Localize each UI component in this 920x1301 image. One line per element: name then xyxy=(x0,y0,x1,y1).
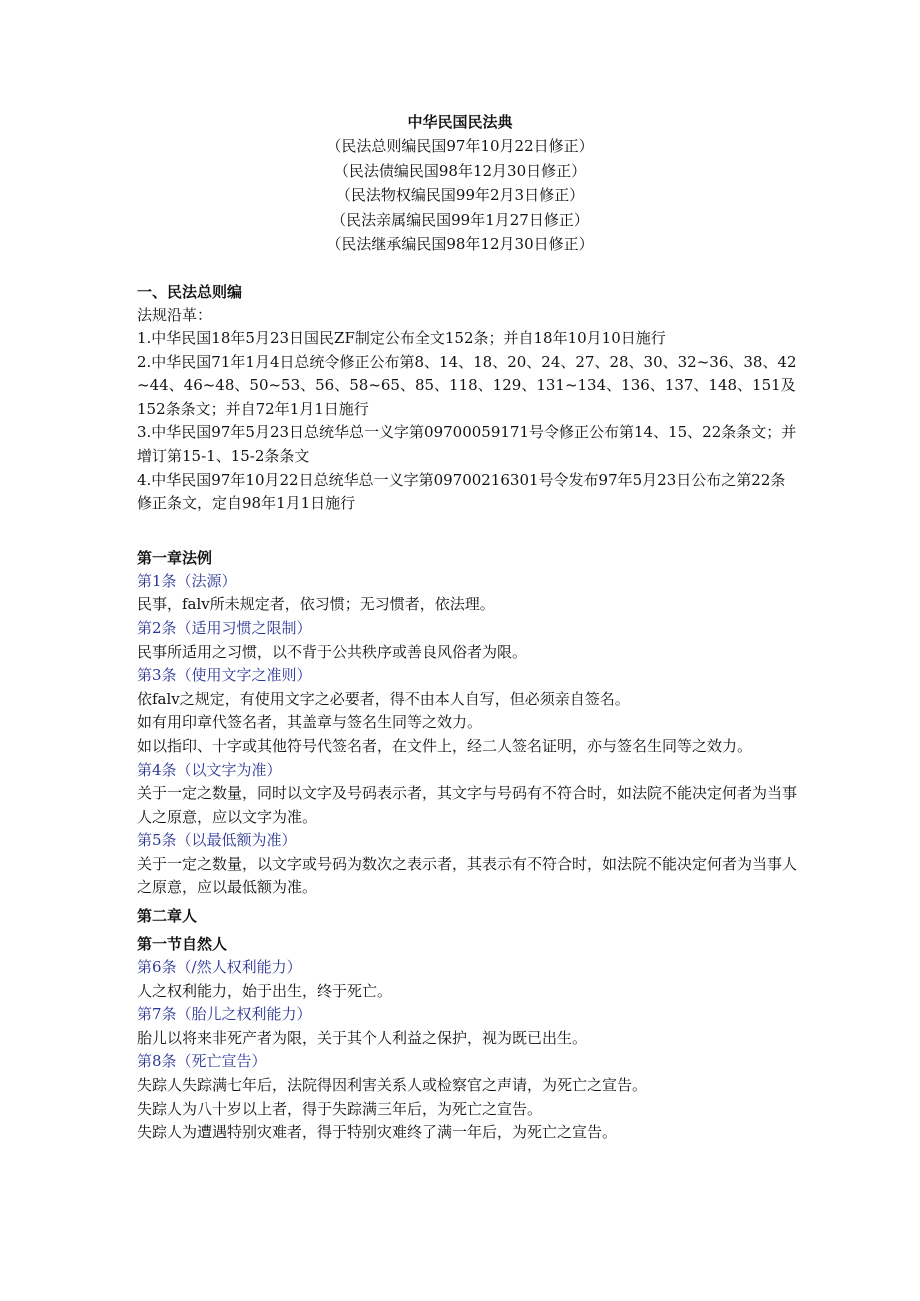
article-text: 人之权利能力，始于出生，终于死亡。 xyxy=(137,981,393,1000)
article-title: 第7条（胎儿之权利能力） xyxy=(137,1005,312,1024)
article-title: 第8条（死亡宣告） xyxy=(137,1052,267,1071)
article-title: 第5条（以最低额为准） xyxy=(137,831,297,850)
chapter-heading: 第一章法例 xyxy=(137,548,213,567)
article-text: 民事所适用之习惯，以不背于公共秩序或善良风俗者为限。 xyxy=(137,642,528,661)
article-text: 如有用印章代签名者，其盖章与签名生同等之效力。 xyxy=(137,713,483,732)
article-title: 第2条（适用习惯之限制） xyxy=(137,618,312,637)
article-text: 失踪人为遭遇特别灾难者，得于特别灾难终了满一年后，为死亡之宣告。 xyxy=(137,1123,618,1142)
history-item: 4.中华民国97年10月22日总统华总一义字第09700216301号令发布97年5月23日公布之第22条修正条文，定自98年1月1日施行 xyxy=(137,470,786,513)
revision-family: （民法亲属编民国99年1月27日修正） xyxy=(331,210,589,229)
article-text: 如以指印、十字或其他符号代签名者，在文件上，经二人签名证明，亦与签名生同等之效力。 xyxy=(137,736,753,755)
section-heading: 第一节自然人 xyxy=(137,935,228,954)
revision-property: （民法物权编民国99年2月3日修正） xyxy=(335,186,585,204)
document-header xyxy=(0,110,920,257)
article-text: 失踪人失踪满七年后，法院得因利害关系人或检察官之声请，为死亡之宣告。 xyxy=(137,1076,648,1095)
article-title: 第4条（以文字为准） xyxy=(137,760,282,779)
article-text: 依falv之规定，有使用文字之必要者，得不由本人自写，但必须亲自签名。 xyxy=(137,689,630,708)
history-item: 1.中华民国18年5月23日国民ZF制定公布全文152条；并自18年10月10日施行 xyxy=(137,329,666,347)
article-text: 胎儿以将来非死产者为限，关于其个人利益之保护，视为既已出生。 xyxy=(137,1028,588,1047)
article-text: 失踪人为八十岁以上者，得于失踪满三年后，为死亡之宣告。 xyxy=(137,1099,543,1118)
document-body xyxy=(137,280,797,1145)
history-label: 法规沿革： xyxy=(137,306,213,324)
revision-obligations: （民法债编民国98年12月30日修正） xyxy=(333,161,587,180)
article-title: 第3条（使用文字之准则） xyxy=(137,666,312,685)
revision-general: （民法总则编民国97年10月22日修正） xyxy=(326,137,594,155)
history-item: 3.中华民国97年5月23日总统华总一义字第09700059171号令修正公布第14、15、22条条文；并增订第15-1、15-2条条文 xyxy=(137,423,797,465)
article-text: 关于一定之数量，以文字或号码为数次之表示者，其表示有不符合时，如法院不能决定何者为当事人之原意，应以最低额为准。 xyxy=(137,854,798,897)
article-title: 第1条（法源） xyxy=(137,571,237,590)
article-title: 第6条（/然人权利能力） xyxy=(137,958,302,977)
revision-succession: （民法继承编民国98年12月30日修正） xyxy=(326,235,594,253)
article-text: 民事，falv所未规定者，依习惯；无习惯者，依法理。 xyxy=(137,595,495,614)
history-item: 2.中华民国71年1月4日总统令修正公布第8、14、18、20、24、27、28、30、32~36、38、42~44、46~48、50~53、56、58~65、85、118、129、131~134、136、137、148、151及152条条文；并自72年1月1日施行 xyxy=(137,352,797,418)
article-text: 关于一定之数量，同时以文字及号码表示者，其文字与号码有不符合时，如法院不能决定何者为当事人之原意，应以文字为准。 xyxy=(137,784,798,826)
document-title: 中华民国民法典 xyxy=(407,113,513,131)
part-heading: 一、民法总则编 xyxy=(137,283,243,301)
chapter-heading: 第二章人 xyxy=(137,907,198,926)
